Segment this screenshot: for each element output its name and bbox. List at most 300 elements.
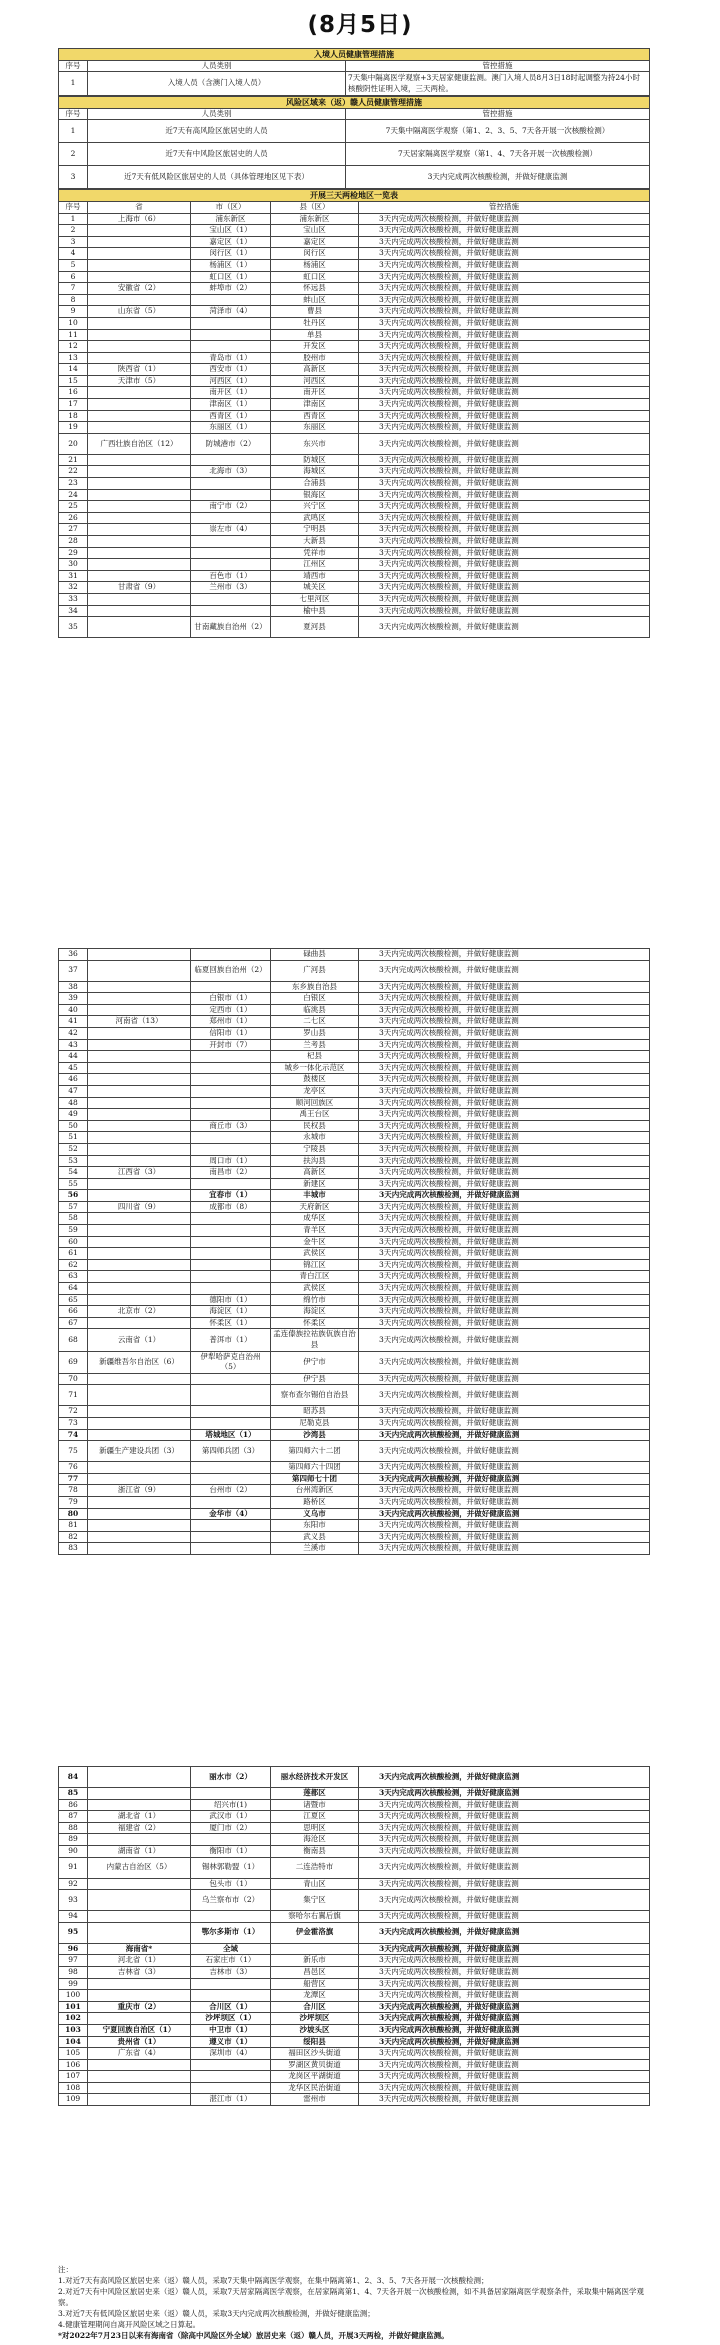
- list-cell-no: 58: [59, 1213, 88, 1225]
- table-row: [59, 341, 650, 353]
- list-cell-province: 河南省（13）: [88, 1016, 191, 1028]
- list-cell-no: 45: [59, 1062, 88, 1074]
- list-cell-county: 船营区: [271, 1978, 359, 1990]
- list-cell-no: 5: [59, 259, 88, 271]
- list-cell-measures: 3天内完成两次核酸检测，并做好健康监测: [359, 1016, 650, 1028]
- list-cell-province: 广东省（4）: [88, 2048, 191, 2060]
- list-cell-no: 80: [59, 1508, 88, 1520]
- table-row: [59, 329, 650, 341]
- list-cell-city: 津南区（1）: [191, 399, 271, 411]
- list-cell-province: 山东省（5）: [88, 306, 191, 318]
- list-cell-city: [191, 1462, 271, 1474]
- list-cell-measures: 3天内完成两次核酸检测，并做好健康监测: [359, 387, 650, 399]
- list-cell-city: 宜春市（1）: [191, 1190, 271, 1202]
- list-cell-measures: 3天内完成两次核酸检测，并做好健康监测: [359, 1317, 650, 1329]
- table-row: [59, 524, 650, 536]
- list-cell-county: 津南区: [271, 399, 359, 411]
- list-cell-measures: 3天内完成两次核酸检测，并做好健康监测: [359, 1990, 650, 2002]
- list-cell-city: [191, 512, 271, 524]
- list-cell-measures: 3天内完成两次核酸检测，并做好健康监测: [359, 1294, 650, 1306]
- list-cell-no: 7: [59, 283, 88, 295]
- list-cell-no: 67: [59, 1317, 88, 1329]
- list-cell-county: 夏河县: [271, 617, 359, 638]
- table-row: [59, 1485, 650, 1497]
- list-cell-city: 青岛市（1）: [191, 352, 271, 364]
- table-row: [59, 1120, 650, 1132]
- list-cell-county: 丽水经济技术开发区: [271, 1767, 359, 1788]
- table-row: [59, 1799, 650, 1811]
- list-cell-no: 98: [59, 1966, 88, 1978]
- list-cell-province: [88, 547, 191, 559]
- list-cell-province: [88, 1922, 191, 1943]
- list-cell-province: [88, 341, 191, 353]
- list-cell-province: [88, 2059, 191, 2071]
- list-cell-measures: 3天内完成两次核酸检测，并做好健康监测: [359, 1373, 650, 1385]
- list-cell-measures: 3天内完成两次核酸检测，并做好健康监测: [359, 1531, 650, 1543]
- list-cell-province: [88, 1027, 191, 1039]
- table-row: [59, 1943, 650, 1955]
- list-cell-province: [88, 1317, 191, 1329]
- table-row: [59, 1966, 650, 1978]
- table-row: [59, 2071, 650, 2083]
- list-cell-measures: 3天内完成两次核酸检测，并做好健康监测: [359, 1085, 650, 1097]
- note-1: 1.对近7天有高风险区旅居史来（返）赣人员，采取7天集中隔离医学观察，在集中隔离第1、2、3、5、7天各开展一次核酸检测；: [58, 2276, 489, 2285]
- list-cell-city: 丽水市（2）: [191, 1767, 271, 1788]
- list-cell-no: 71: [59, 1385, 88, 1406]
- list-cell-county: 东丽区: [271, 422, 359, 434]
- list-cell-city: [191, 1051, 271, 1063]
- list-cell-measures: 3天内完成两次核酸检测，并做好健康监测: [359, 1978, 650, 1990]
- list-cell-county: 永城市: [271, 1132, 359, 1144]
- list-cell-city: 菏泽市（4）: [191, 306, 271, 318]
- list-cell-no: 64: [59, 1283, 88, 1295]
- list-cell-county: 浦东新区: [271, 213, 359, 225]
- list-cell-measures: 3天内完成两次核酸检测，并做好健康监测: [359, 1496, 650, 1508]
- list-cell-city: 合川区（1）: [191, 2001, 271, 2013]
- list-cell-city: [191, 1097, 271, 1109]
- list-cell-province: [88, 1213, 191, 1225]
- list-cell-province: [88, 294, 191, 306]
- list-cell-county: 福田区沙头街道: [271, 2048, 359, 2060]
- table-row: [59, 536, 650, 548]
- list-cell-no: 76: [59, 1462, 88, 1474]
- list-cell-province: [88, 1978, 191, 1990]
- list-cell-county: 宝山区: [271, 225, 359, 237]
- list-cell-measures: 3天内完成两次核酸检测，并做好健康监测: [359, 1155, 650, 1167]
- list-cell-no: 10: [59, 317, 88, 329]
- list-cell-no: 16: [59, 387, 88, 399]
- table-row: [59, 1406, 650, 1418]
- list-cell-county: 新建区: [271, 1178, 359, 1190]
- entry-header-measures: 管控措施: [346, 60, 650, 72]
- table-row: [59, 1834, 650, 1846]
- list-cell-measures: 3天内完成两次核酸检测，并做好健康监测: [359, 1271, 650, 1283]
- entry-row-measures: 7天集中隔离医学观察+3天居家健康监测。澳门入境人员8月3日18时起调整为持24小时核酸阴性证明入境，三天两检。: [346, 72, 650, 96]
- table-row: [59, 1097, 650, 1109]
- table-row: [59, 1857, 650, 1878]
- list-cell-county: 凭祥市: [271, 547, 359, 559]
- list-cell-city: 杨浦区（1）: [191, 259, 271, 271]
- list-cell-county: 宁陵县: [271, 1143, 359, 1155]
- list-cell-province: [88, 1132, 191, 1144]
- list-cell-city: [191, 559, 271, 571]
- list-header-county: 县（区）: [271, 201, 359, 213]
- list-cell-city: 北海市（3）: [191, 466, 271, 478]
- table-row: [59, 489, 650, 501]
- list-cell-province: [88, 2071, 191, 2083]
- list-cell-province: [88, 422, 191, 434]
- list-cell-no: 72: [59, 1406, 88, 1418]
- list-cell-province: [88, 1225, 191, 1237]
- list-cell-province: [88, 524, 191, 536]
- list-cell-city: 嘉定区（1）: [191, 236, 271, 248]
- table-row: [59, 1329, 650, 1351]
- list-cell-city: [191, 1385, 271, 1406]
- list-cell-county: 东阳市: [271, 1520, 359, 1532]
- list-cell-city: 全域: [191, 1943, 271, 1955]
- list-cell-no: 44: [59, 1051, 88, 1063]
- list-cell-province: 陕西省（1）: [88, 364, 191, 376]
- list-cell-county: 思明区: [271, 1822, 359, 1834]
- list-cell-city: [191, 1225, 271, 1237]
- list-cell-county: 伊宁县: [271, 1373, 359, 1385]
- risk-header-no: 序号: [59, 108, 88, 120]
- list-cell-measures: 3天内完成两次核酸检测，并做好健康监测: [359, 1890, 650, 1911]
- risk-header-measures: 管控措施: [346, 108, 650, 120]
- list-cell-measures: 3天内完成两次核酸检测，并做好健康监测: [359, 605, 650, 617]
- list-cell-measures: 3天内完成两次核酸检测，并做好健康监测: [359, 248, 650, 260]
- list-cell-measures: 3天内完成两次核酸检测，并做好健康监测: [359, 1543, 650, 1555]
- list-cell-city: 怀柔区（1）: [191, 1317, 271, 1329]
- list-cell-no: 97: [59, 1955, 88, 1967]
- list-cell-no: 92: [59, 1878, 88, 1890]
- table-row: [59, 433, 650, 454]
- list-cell-county: 杞县: [271, 1051, 359, 1063]
- list-cell-city: 锡林郭勒盟（1）: [191, 1857, 271, 1878]
- list-cell-city: 临夏回族自治州（2）: [191, 960, 271, 981]
- list-cell-measures: 3天内完成两次核酸检测，并做好健康监测: [359, 1799, 650, 1811]
- list-cell-measures: 3天内完成两次核酸检测，并做好健康监测: [359, 364, 650, 376]
- table-row: [59, 1462, 650, 1474]
- list-cell-city: [191, 1543, 271, 1555]
- table-row: [59, 1911, 650, 1923]
- risk-row-1-no: 1: [59, 120, 88, 143]
- page-title: (8月5日): [307, 12, 413, 38]
- list-cell-no: 13: [59, 352, 88, 364]
- list-cell-no: 1: [59, 213, 88, 225]
- list-cell-measures: 3天内完成两次核酸检测，并做好健康监测: [359, 1074, 650, 1086]
- list-cell-city: [191, 536, 271, 548]
- list-cell-measures: 3天内完成两次核酸检测，并做好健康监测: [359, 259, 650, 271]
- list-cell-city: [191, 949, 271, 961]
- list-cell-measures: 3天内完成两次核酸检测，并做好健康监测: [359, 422, 650, 434]
- table-row: [59, 2048, 650, 2060]
- list-cell-no: 9: [59, 306, 88, 318]
- list-cell-no: 15: [59, 375, 88, 387]
- list-cell-city: [191, 294, 271, 306]
- list-cell-measures: 3天内完成两次核酸检测，并做好健康监测: [359, 1788, 650, 1800]
- table-row: [59, 271, 650, 283]
- list-cell-measures: 3天内完成两次核酸检测，并做好健康监测: [359, 1109, 650, 1121]
- list-cell-province: [88, 271, 191, 283]
- table-row: [59, 1039, 650, 1051]
- list-cell-province: [88, 2013, 191, 2025]
- list-cell-province: [88, 248, 191, 260]
- list-cell-city: [191, 981, 271, 993]
- list-cell-measures: 3天内完成两次核酸检测，并做好健康监测: [359, 1834, 650, 1846]
- list-cell-measures: 3天内完成两次核酸检测，并做好健康监测: [359, 225, 650, 237]
- table-row: [59, 1317, 650, 1329]
- list-cell-city: [191, 1283, 271, 1295]
- list-cell-province: [88, 1473, 191, 1485]
- list-cell-measures: 3天内完成两次核酸检测，并做好健康监测: [359, 1329, 650, 1351]
- table-row: [59, 1767, 650, 1788]
- list-cell-no: 49: [59, 1109, 88, 1121]
- list-cell-city: 蚌埠市（2）: [191, 283, 271, 295]
- list-cell-measures: 3天内完成两次核酸检测，并做好健康监测: [359, 536, 650, 548]
- list-cell-no: 95: [59, 1922, 88, 1943]
- list-cell-county: 西青区: [271, 410, 359, 422]
- list-cell-measures: 3天内完成两次核酸检测，并做好健康监测: [359, 1857, 650, 1878]
- list-cell-county: 青山区: [271, 1878, 359, 1890]
- list-cell-province: [88, 1039, 191, 1051]
- list-cell-city: 湛江市（1）: [191, 2094, 271, 2106]
- list-cell-county: 昌邑区: [271, 1966, 359, 1978]
- list-cell-province: [88, 1155, 191, 1167]
- list-cell-county: 绵竹市: [271, 1294, 359, 1306]
- list-cell-province: [88, 329, 191, 341]
- notes-heading: 注：: [58, 2265, 73, 2274]
- table-row: [59, 1225, 650, 1237]
- list-cell-province: [88, 1799, 191, 1811]
- list-cell-measures: 3天内完成两次核酸检测，并做好健康监测: [359, 399, 650, 411]
- list-cell-measures: 3天内完成两次核酸检测，并做好健康监测: [359, 1767, 650, 1788]
- list-cell-province: [88, 1143, 191, 1155]
- list-cell-county: 丰城市: [271, 1190, 359, 1202]
- list-cell-county: 临洮县: [271, 1004, 359, 1016]
- list-cell-province: [88, 993, 191, 1005]
- list-cell-measures: 3天内完成两次核酸检测，并做好健康监测: [359, 271, 650, 283]
- list-cell-city: [191, 1911, 271, 1923]
- list-cell-province: 重庆市（2）: [88, 2001, 191, 2013]
- list-cell-county: 东乡族自治县: [271, 981, 359, 993]
- list-cell-city: [191, 317, 271, 329]
- table-row: [59, 283, 650, 295]
- list-cell-county: 武义县: [271, 1531, 359, 1543]
- table-row: [59, 1259, 650, 1271]
- list-cell-city: [191, 1109, 271, 1121]
- list-cell-province: [88, 1051, 191, 1063]
- list-cell-province: 上海市（6）: [88, 213, 191, 225]
- list-cell-city: [191, 1406, 271, 1418]
- list-cell-county: 沙坪坝区: [271, 2013, 359, 2025]
- list-cell-county: 青白江区: [271, 1271, 359, 1283]
- list-cell-measures: 3天内完成两次核酸检测，并做好健康监测: [359, 2071, 650, 2083]
- list-cell-province: [88, 1385, 191, 1406]
- list-cell-measures: 3天内完成两次核酸检测，并做好健康监测: [359, 1306, 650, 1318]
- table-row: [59, 317, 650, 329]
- list-cell-county: 路桥区: [271, 1496, 359, 1508]
- list-cell-no: 69: [59, 1351, 88, 1373]
- list-cell-province: [88, 617, 191, 638]
- table-row: [59, 1074, 650, 1086]
- table-row: [59, 364, 650, 376]
- list-cell-measures: 3天内完成两次核酸检测，并做好健康监测: [359, 570, 650, 582]
- list-cell-measures: 3天内完成两次核酸检测，并做好健康监测: [359, 1097, 650, 1109]
- list-cell-province: [88, 1283, 191, 1295]
- list-cell-city: 厦门市（2）: [191, 1822, 271, 1834]
- table-row: [59, 1845, 650, 1857]
- list-cell-city: 普洱市（1）: [191, 1329, 271, 1351]
- table-row: [59, 1306, 650, 1318]
- list-cell-county: 七里河区: [271, 593, 359, 605]
- table-row: [59, 593, 650, 605]
- list-cell-measures: 3天内完成两次核酸检测，并做好健康监测: [359, 524, 650, 536]
- list-cell-measures: 3天内完成两次核酸检测，并做好健康监测: [359, 478, 650, 490]
- risk-row-3-category: 近7天有低风险区旅居史的人员（具体管理地区见下表）: [88, 166, 346, 189]
- list-cell-county: 杨浦区: [271, 259, 359, 271]
- list-cell-measures: 3天内完成两次核酸检测，并做好健康监测: [359, 1508, 650, 1520]
- list-header-measures: 管控措施: [359, 201, 650, 213]
- risk-row-1-category: 近7天有高风险区旅居史的人员: [88, 120, 346, 143]
- list-cell-no: 60: [59, 1236, 88, 1248]
- list-cell-county: 二连浩特市: [271, 1857, 359, 1878]
- list-cell-province: [88, 1767, 191, 1788]
- list-header-province: 省: [88, 201, 191, 213]
- list-cell-measures: 3天内完成两次核酸检测，并做好健康监测: [359, 1236, 650, 1248]
- list-cell-no: 4: [59, 248, 88, 260]
- list-cell-measures: 3天内完成两次核酸检测，并做好健康监测: [359, 2094, 650, 2106]
- table-row: [59, 949, 650, 961]
- note-2: 2.对近7天有中风险区旅居史来（返）赣人员，采取7天居家隔离医学观察，在居家隔离第1、4、7天各开展一次核酸检测，如不具备居家隔离医学观察条件，采取集中隔离医学观察。: [58, 2287, 645, 2307]
- list-cell-measures: 3天内完成两次核酸检测，并做好健康监测: [359, 236, 650, 248]
- list-cell-city: 金华市（4）: [191, 1508, 271, 1520]
- table-row: [59, 1811, 650, 1823]
- list-cell-city: 商丘市（3）: [191, 1120, 271, 1132]
- list-cell-city: 乌兰察布市（2）: [191, 1890, 271, 1911]
- entry-row-no: 1: [59, 72, 88, 96]
- list-cell-no: 19: [59, 422, 88, 434]
- list-cell-province: 浙江省（9）: [88, 1485, 191, 1497]
- list-cell-county: 罗湖区黄贝街道: [271, 2059, 359, 2071]
- list-cell-city: [191, 1473, 271, 1485]
- list-cell-county: 伊宁市: [271, 1351, 359, 1373]
- list-cell-province: [88, 1890, 191, 1911]
- list-table-part-3: [58, 1766, 650, 2106]
- table-row: [59, 1051, 650, 1063]
- list-cell-no: 24: [59, 489, 88, 501]
- list-cell-city: [191, 1520, 271, 1532]
- list-cell-city: 白银市（1）: [191, 993, 271, 1005]
- list-cell-county: 第四师七十团: [271, 1473, 359, 1485]
- list-cell-no: 25: [59, 501, 88, 513]
- list-cell-no: 37: [59, 960, 88, 981]
- list-cell-measures: 3天内完成两次核酸检测，并做好健康监测: [359, 283, 650, 295]
- list-cell-province: 广西壮族自治区（12）: [88, 433, 191, 454]
- list-cell-county: 闵行区: [271, 248, 359, 260]
- list-cell-city: 台州市（2）: [191, 1485, 271, 1497]
- list-cell-no: 100: [59, 1990, 88, 2002]
- list-cell-city: 成都市（8）: [191, 1201, 271, 1213]
- list-cell-county: 二七区: [271, 1016, 359, 1028]
- list-cell-no: 40: [59, 1004, 88, 1016]
- list-cell-county: 开发区: [271, 341, 359, 353]
- list-cell-county: 孟连傣族拉祜族佤族自治县: [271, 1329, 359, 1351]
- list-cell-no: 21: [59, 454, 88, 466]
- list-cell-measures: 3天内完成两次核酸检测，并做好健康监测: [359, 352, 650, 364]
- list-cell-measures: 3天内完成两次核酸检测，并做好健康监测: [359, 329, 650, 341]
- list-cell-province: [88, 1190, 191, 1202]
- list-cell-measures: 3天内完成两次核酸检测，并做好健康监测: [359, 1143, 650, 1155]
- table-row: [59, 1441, 650, 1462]
- list-cell-no: 31: [59, 570, 88, 582]
- list-cell-city: [191, 1788, 271, 1800]
- list-cell-province: 江西省（3）: [88, 1167, 191, 1179]
- list-cell-measures: 3天内完成两次核酸检测，并做好健康监测: [359, 2059, 650, 2071]
- list-cell-measures: 3天内完成两次核酸检测，并做好健康监测: [359, 512, 650, 524]
- list-cell-county: 绥阳县: [271, 2036, 359, 2048]
- table-row: [59, 1248, 650, 1260]
- table-row: [59, 1429, 650, 1441]
- entry-section-title: 入境人员健康管理措施: [59, 49, 650, 61]
- table-row: [59, 259, 650, 271]
- list-cell-city: 塔城地区（1）: [191, 1429, 271, 1441]
- table-row: [59, 422, 650, 434]
- list-cell-no: 109: [59, 2094, 88, 2106]
- table-row: [59, 454, 650, 466]
- list-cell-no: 51: [59, 1132, 88, 1144]
- list-cell-measures: 3天内完成两次核酸检测，并做好健康监测: [359, 410, 650, 422]
- list-cell-no: 47: [59, 1085, 88, 1097]
- list-cell-measures: 3天内完成两次核酸检测，并做好健康监测: [359, 593, 650, 605]
- table-row: [59, 960, 650, 981]
- list-cell-no: 104: [59, 2036, 88, 2048]
- list-cell-county: 江州区: [271, 559, 359, 571]
- table-block-3: [58, 1766, 650, 2106]
- list-cell-no: 32: [59, 582, 88, 594]
- list-cell-county: 虹口区: [271, 271, 359, 283]
- list-cell-county: 新乐市: [271, 1955, 359, 1967]
- list-cell-province: [88, 1878, 191, 1890]
- table-row: [59, 225, 650, 237]
- table-row: [59, 1016, 650, 1028]
- list-cell-measures: 3天内完成两次核酸检测，并做好健康监测: [359, 1845, 650, 1857]
- list-cell-city: [191, 1990, 271, 2002]
- list-cell-province: [88, 1788, 191, 1800]
- list-cell-county: 扶沟县: [271, 1155, 359, 1167]
- table-row: [59, 547, 650, 559]
- list-cell-province: [88, 2082, 191, 2094]
- list-cell-no: 18: [59, 410, 88, 422]
- list-cell-city: 深圳市（4）: [191, 2048, 271, 2060]
- list-cell-province: [88, 1417, 191, 1429]
- list-cell-measures: 3天内完成两次核酸检测，并做好健康监测: [359, 1027, 650, 1039]
- list-cell-city: [191, 1259, 271, 1271]
- list-cell-no: 23: [59, 478, 88, 490]
- table-row: [59, 2059, 650, 2071]
- list-cell-county: 防城区: [271, 454, 359, 466]
- list-cell-no: 17: [59, 399, 88, 411]
- list-cell-county: 曹县: [271, 306, 359, 318]
- list-cell-no: 22: [59, 466, 88, 478]
- table-row: [59, 1508, 650, 1520]
- list-cell-measures: 3天内完成两次核酸检测，并做好健康监测: [359, 2082, 650, 2094]
- list-cell-city: [191, 1085, 271, 1097]
- list-cell-city: [191, 2071, 271, 2083]
- list-cell-city: 开封市（7）: [191, 1039, 271, 1051]
- list-cell-measures: 3天内完成两次核酸检测，并做好健康监测: [359, 341, 650, 353]
- list-cell-measures: 3天内完成两次核酸检测，并做好健康监测: [359, 582, 650, 594]
